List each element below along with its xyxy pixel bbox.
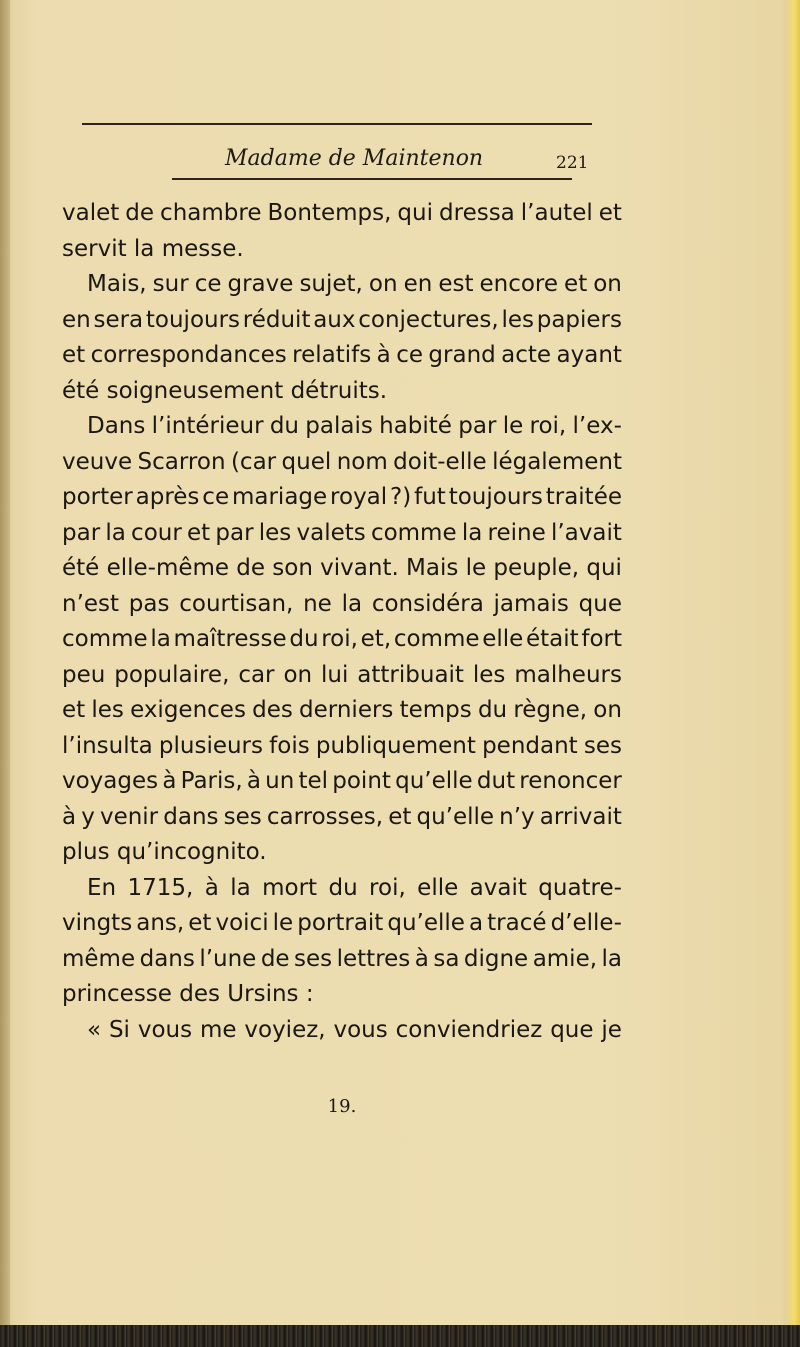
word: dut [476, 768, 516, 794]
word: et [598, 200, 622, 226]
word: du [477, 697, 508, 723]
word: (car [230, 448, 277, 475]
word: qu’elle [395, 768, 473, 794]
word: à [414, 945, 429, 972]
word: réduit [242, 306, 311, 333]
word: l’ex- [572, 413, 622, 439]
word: la [230, 874, 251, 901]
word: ce [194, 271, 222, 297]
text-line: plus qu’incognito. [62, 839, 267, 865]
word: tracé [487, 910, 547, 936]
page-bottom-edge [0, 1325, 800, 1347]
word: on [283, 661, 313, 688]
word: vingts [62, 910, 133, 936]
word: est [438, 271, 474, 297]
word: ce [202, 484, 230, 510]
word: on [593, 271, 622, 297]
word: qui [586, 555, 622, 581]
word: portrait [297, 910, 384, 936]
word: Mais [406, 555, 459, 581]
word: arrivait [539, 803, 622, 830]
word: et, [360, 626, 392, 652]
word: car [238, 661, 275, 688]
word: quel [281, 448, 332, 475]
word: voyiez, [244, 1016, 326, 1043]
word: vivant. [320, 555, 399, 581]
word: et [188, 910, 212, 936]
word: un [265, 768, 295, 794]
word: on [593, 697, 622, 723]
word: valet [62, 200, 120, 226]
signature-mark: 19. [327, 1096, 357, 1117]
word: mariage [231, 484, 328, 510]
word: était [525, 626, 579, 652]
word: n’est [62, 590, 120, 617]
word: sa [433, 945, 460, 972]
word: temps [399, 697, 472, 723]
text-line [62, 338, 622, 374]
word: attribuait [357, 661, 464, 688]
word: venir [99, 803, 159, 830]
word: d’elle- [550, 910, 622, 936]
word: même [62, 945, 136, 972]
word: comme [62, 626, 148, 652]
word: Bontemps, [267, 200, 392, 226]
word: peuple, [493, 555, 580, 581]
word: la [341, 590, 363, 617]
word: courtisan, [179, 590, 294, 617]
word: ne [303, 590, 332, 617]
word: conviendriez [395, 1016, 543, 1043]
word: elle-même [106, 555, 230, 581]
text-line [62, 587, 622, 623]
word: le [465, 555, 487, 581]
word: que [550, 1016, 594, 1043]
word: à [204, 874, 219, 901]
word: et [187, 519, 211, 546]
word: chambre [160, 200, 262, 226]
text-line [62, 551, 622, 587]
word: pendant [482, 732, 578, 759]
word: la [150, 626, 171, 652]
word: et [564, 271, 588, 297]
word: relatifs [292, 342, 372, 368]
word: du [328, 874, 358, 901]
header-rule-bottom [172, 178, 572, 180]
word: roi, [369, 874, 406, 901]
word: comme [370, 519, 457, 546]
word: royal [330, 484, 388, 510]
page-number: 221 [556, 153, 589, 173]
word: l’intérieur [151, 413, 264, 439]
word: publiquement [315, 732, 476, 759]
word: on [368, 271, 398, 297]
word: grand [428, 342, 496, 368]
word: traitée [545, 484, 622, 510]
word: son [272, 555, 313, 581]
text-line [62, 480, 622, 516]
text-line [62, 409, 622, 445]
word: plusieurs [158, 732, 263, 759]
text-line [62, 729, 622, 765]
word: dans [163, 803, 219, 830]
word: cour [131, 519, 182, 546]
word: des [252, 697, 293, 723]
word: et [388, 803, 412, 830]
word: acte [501, 342, 552, 368]
word: aux [313, 306, 356, 333]
text-line [62, 764, 622, 800]
word: exigences [130, 697, 246, 723]
word: les [91, 697, 124, 723]
word: Si [108, 1016, 130, 1043]
word: vous [333, 1016, 388, 1043]
word: toujours [448, 484, 543, 510]
word: dressa [439, 200, 515, 226]
word: été [62, 555, 100, 581]
word: derniers [299, 697, 394, 723]
word: fois [269, 732, 310, 759]
word: a [469, 910, 484, 936]
word: dans [139, 945, 195, 972]
word: elle [482, 626, 524, 652]
word: je [601, 1016, 622, 1043]
word: habité [379, 413, 452, 439]
page-binding-edge [0, 0, 10, 1347]
word: peu [62, 661, 106, 688]
word: et [62, 342, 86, 368]
word: ce [396, 342, 423, 368]
text-line [62, 906, 622, 942]
word: légalement [492, 448, 622, 475]
word: les [501, 306, 534, 333]
word: encore [479, 271, 559, 297]
word: pas [128, 590, 170, 617]
word: ses [223, 803, 262, 830]
word: comme [393, 626, 480, 652]
word: ?) [390, 484, 412, 510]
text-line [62, 942, 622, 978]
word: n’y [499, 803, 535, 830]
word: Dans [87, 413, 146, 439]
word: par [62, 519, 101, 546]
word: mort [262, 874, 318, 901]
word: tel [298, 768, 329, 794]
text-line [62, 693, 622, 729]
word: ans, [136, 910, 185, 936]
word: Paris, [180, 768, 243, 794]
word: sur [152, 271, 189, 297]
word: porter [62, 484, 133, 510]
word: ayant [556, 342, 622, 368]
word: à [246, 768, 261, 794]
word: nom [336, 448, 388, 475]
word: palais [305, 413, 373, 439]
word: papiers [536, 306, 622, 333]
word: de [236, 555, 266, 581]
word: carrosses, [266, 803, 384, 830]
word: le [272, 910, 294, 936]
word: Mais, [87, 271, 147, 297]
word: roi, [529, 413, 567, 439]
word: les [472, 661, 506, 688]
body-text [62, 196, 622, 1117]
text-line [62, 1013, 622, 1049]
word: toujours [145, 306, 241, 333]
word: point [332, 768, 391, 794]
word: la [105, 519, 126, 546]
word: digne [463, 945, 529, 972]
word: doit-elle [393, 448, 487, 475]
word: l’insulta [62, 732, 153, 759]
word: la [461, 519, 483, 546]
header-rule-top [82, 123, 592, 125]
page-gilt-edge [786, 0, 800, 1347]
text-line [62, 871, 622, 907]
word: l’avait [550, 519, 622, 546]
word: me [199, 1016, 237, 1043]
word: ses [583, 732, 622, 759]
word: les [258, 519, 292, 546]
word: l’autel [520, 200, 593, 226]
text-line: princesse des Ursins : [62, 981, 314, 1007]
word: en [62, 306, 91, 333]
word: par [458, 413, 497, 439]
word: populaire, [114, 661, 230, 688]
word: fut [414, 484, 446, 510]
word: qu’elle [416, 803, 495, 830]
word: à [376, 342, 391, 368]
text-line [62, 622, 622, 658]
word: qu’elle [387, 910, 465, 936]
word: malheurs [514, 661, 622, 688]
word: fort [581, 626, 622, 652]
text-line [62, 303, 622, 339]
word: sera [93, 306, 144, 333]
word: voici [215, 910, 269, 936]
word: veuve [62, 448, 133, 475]
word: Scarron [137, 448, 226, 475]
word: jamais [493, 590, 569, 617]
word: « [87, 1016, 102, 1043]
word: la [601, 945, 622, 972]
word: amie, [532, 945, 598, 972]
word: de [260, 945, 290, 972]
word: En [87, 874, 117, 901]
word: roi, [321, 626, 358, 652]
word: quatre- [538, 874, 622, 901]
text-line [62, 267, 622, 303]
text-line: été soigneusement détruits. [62, 377, 388, 404]
word: conjectures, [358, 306, 499, 333]
text-line: servit la messe. [62, 235, 244, 262]
word: y [81, 803, 95, 830]
word: voyages [62, 768, 159, 794]
word: maîtresse [173, 626, 287, 652]
word: en [403, 271, 433, 297]
text-line [62, 658, 622, 694]
word: à [162, 768, 177, 794]
word: que [578, 590, 622, 617]
text-line [62, 196, 622, 232]
word: après [135, 484, 200, 510]
running-title: Madame de Maintenon [225, 146, 484, 171]
word: grave [227, 271, 294, 297]
word: valets [296, 519, 366, 546]
word: 1715, [127, 874, 194, 901]
word: vous [137, 1016, 193, 1043]
word: sujet, [299, 271, 363, 297]
text-line [62, 516, 622, 552]
word: considéra [371, 590, 484, 617]
word: l’une [199, 945, 257, 972]
word: et [62, 697, 86, 723]
word: de [125, 200, 155, 226]
word: avait [469, 874, 527, 901]
word: règne, [513, 697, 588, 723]
word: reine [487, 519, 546, 546]
word: le [502, 413, 524, 439]
word: correspondances [90, 342, 287, 368]
word: à [62, 803, 77, 830]
word: du [289, 626, 319, 652]
word: par [215, 519, 254, 546]
word: ses [294, 945, 333, 972]
text-line [62, 800, 622, 836]
word: lettres [336, 945, 411, 972]
text-line [62, 445, 622, 481]
word: qui [397, 200, 433, 226]
word: du [269, 413, 299, 439]
word: lui [321, 661, 349, 688]
word: renoncer [519, 768, 622, 794]
word: elle [417, 874, 459, 901]
